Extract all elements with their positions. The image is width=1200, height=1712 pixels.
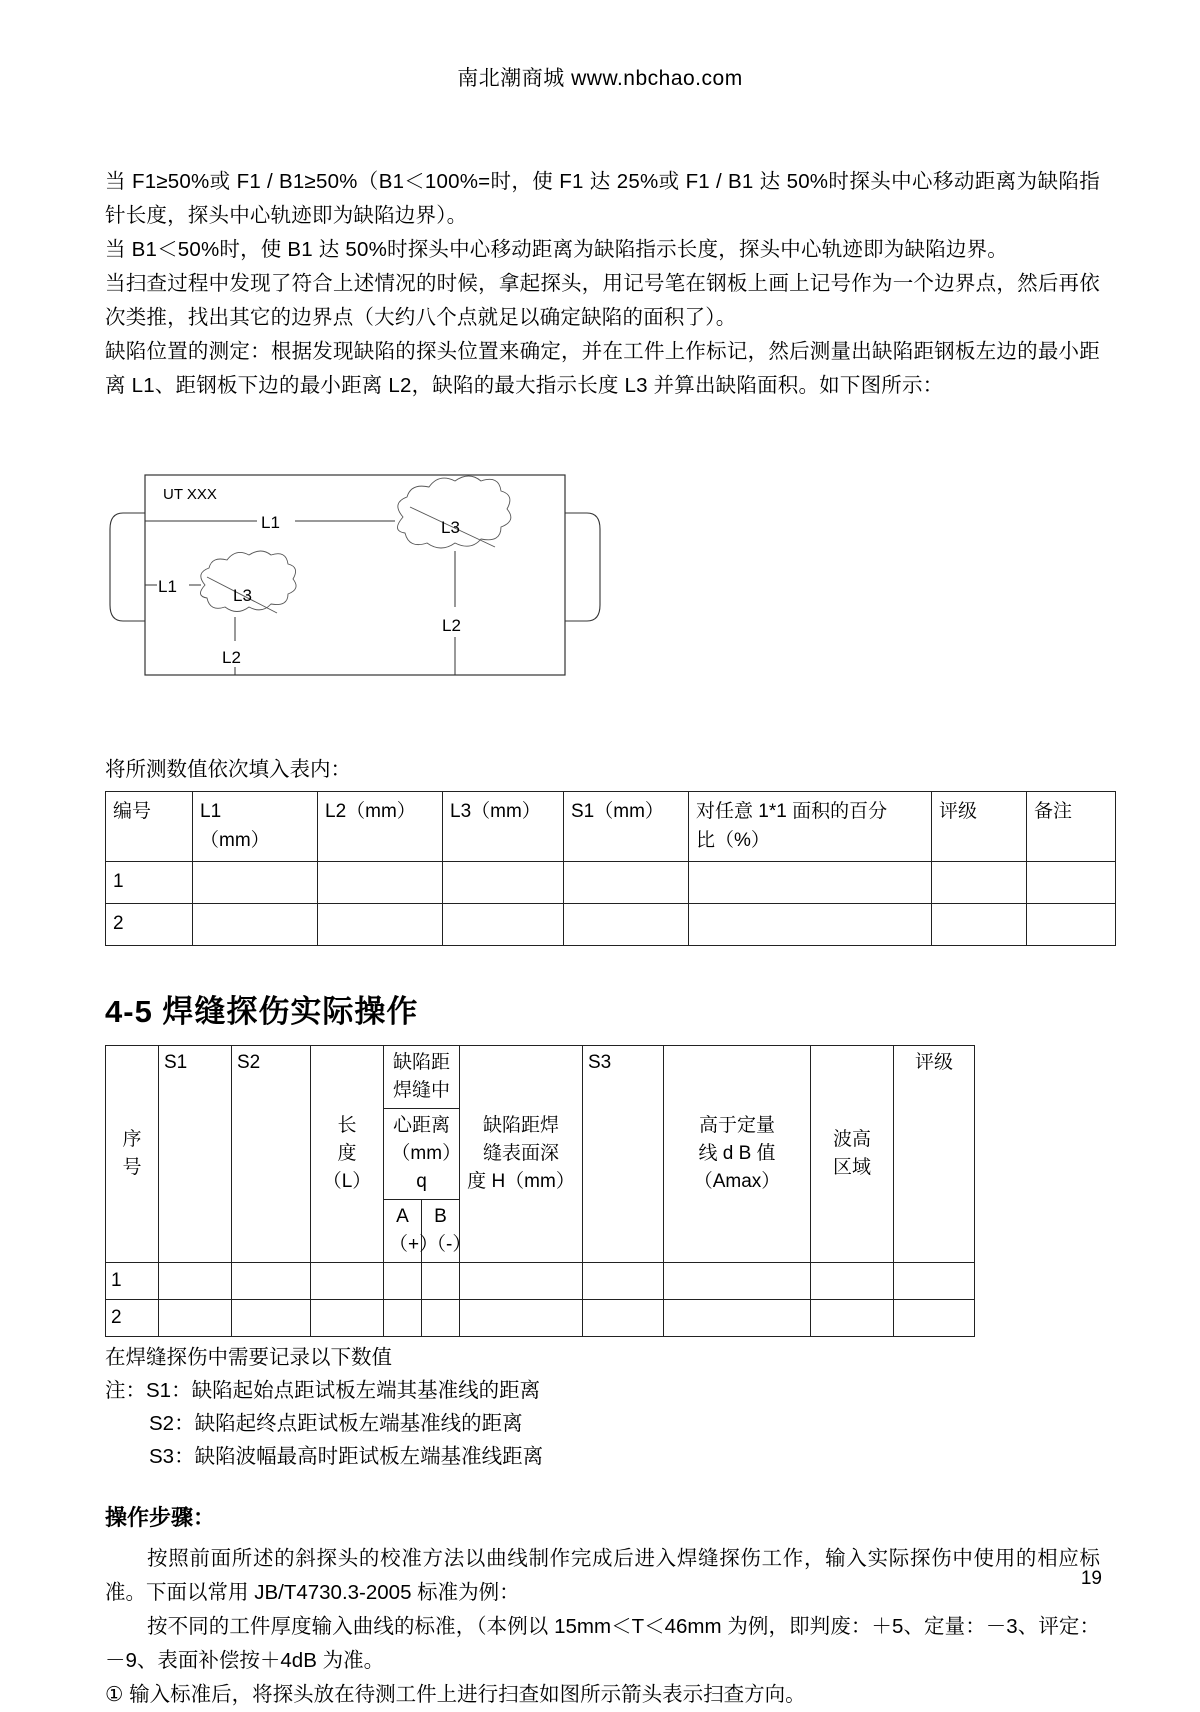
cell-percent[interactable] [689,904,932,946]
table-row [106,862,1116,904]
step-paragraph-2: 按不同的工件厚度输入曲线的标准，（本例以 15mm＜T＜46mm 为例，即判废：＋5、定量：－3、评定：－9、表面补偿按＋4dB 为准。 [105,1615,1100,1672]
cell-grade[interactable] [932,862,1027,904]
defect-location-diagram [105,455,1100,755]
cell-a-plus[interactable] [384,1263,422,1300]
th-depth-line1: 缺陷距焊 [482,1115,559,1136]
th-depth [460,1046,583,1263]
th-length-line3: （L） [322,1171,372,1192]
cell-db[interactable] [664,1263,811,1300]
cell-s2[interactable] [232,1263,311,1300]
th-length-line2: 度 [337,1143,357,1164]
th-db-line2: 线 d B 值 [698,1143,776,1164]
diagram-label-l1-left: L1 [158,577,177,596]
cell-s1[interactable] [564,904,689,946]
plate-right-handle [565,513,600,621]
cell-l1[interactable] [193,904,318,946]
diagram-label-l3-left: L3 [233,586,252,605]
paragraph-1: 当 F1≥50%或 F1 / B1≥50%（B1＜100%=时，使 F1 达 25%或 F1 / B1 达 50%时探头中心移动距离为缺陷指针长度，探头中心轨迹即为缺陷边界）。 [105,170,1100,227]
th-center-distance [384,1046,460,1109]
th-a-plus: A（+） [384,1200,422,1263]
site-watermark-header: 南北潮商城 www.nbchao.com [457,67,743,90]
cell-b-minus[interactable] [422,1300,460,1337]
table-row [106,1300,975,1337]
cell-depth[interactable] [460,1263,583,1300]
cell-l2[interactable] [318,904,443,946]
th-depth-line3: 度 H（mm） [467,1171,575,1192]
cell-remark[interactable] [1027,904,1116,946]
section-heading-4-5: 4-5 焊缝探伤实际操作 [105,994,419,1029]
cell-a-plus[interactable] [384,1300,422,1337]
th-db-line1: 高于定量 [698,1115,775,1136]
cell-b-minus[interactable] [422,1263,460,1300]
cell-no[interactable]: 2 [106,904,193,946]
cell-s1[interactable] [564,862,689,904]
th-s1: S1（mm） [564,792,689,862]
th-percent-line2: 比（%） [696,830,770,851]
th-wave-zone [811,1046,894,1263]
cell-depth[interactable] [460,1300,583,1337]
cell-zone[interactable] [811,1263,894,1300]
table-header-row [106,792,1116,862]
defect-cloud-upper [397,476,510,548]
weld-inspection-table [105,1045,975,1337]
table1-caption: 将所测数值依次填入表内： [105,758,351,781]
th-percent-line1: 对任意 1*1 面积的百分 [696,801,888,822]
th-depth-line2: 缝表面深 [482,1143,559,1164]
th-l1 [193,792,318,862]
th-b-minus: B（-） [422,1200,460,1263]
th-l1-line1: L1 [200,801,222,822]
table-row [106,904,1116,946]
cell-s3[interactable] [583,1263,664,1300]
th-length [311,1046,384,1263]
th-center-distance-unit [384,1109,460,1200]
operation-steps-heading: 操作步骤： [105,1505,216,1530]
th-remark: 备注 [1027,792,1116,862]
th-l1-line2: （mm） [200,830,270,851]
cell-length[interactable] [311,1263,384,1300]
diagram-label-l2-bottom: L2 [222,648,241,667]
note-s3: S3：缺陷波幅最高时距试板左端基准线距离 [149,1445,544,1468]
th-l3: L3（mm） [443,792,564,862]
paragraph-4: 缺陷位置的测定：根据发现缺陷的探头位置来确定，并在工件上作标记，然后测量出缺陷距钢板左边的最小距离 L1、距钢板下边的最小距离 L2，缺陷的最大指示长度 L3 并算出缺陷面积。如下图所示： [105,340,1100,397]
paragraph-2: 当 B1＜50%时，使 B1 达 50%时探头中心移动距离为缺陷指示长度，探头中心轨迹即为缺陷边界。 [105,238,1008,261]
table-row [106,1263,975,1300]
cell-grade[interactable] [894,1263,975,1300]
cell-s1[interactable] [159,1263,232,1300]
cell-no[interactable]: 1 [106,862,193,904]
diagram-label-l3-top: L3 [441,518,460,537]
cell-s2[interactable] [232,1300,311,1337]
note-s2: S2：缺陷起终点距试板左端基准线的距离 [149,1412,523,1435]
diagram-title: UT XXX [163,486,217,503]
table-header-row-1 [106,1046,975,1109]
cell-seq[interactable]: 1 [106,1263,159,1300]
cell-length[interactable] [311,1300,384,1337]
page-number: 19 [1080,1568,1102,1589]
cell-l3[interactable] [443,904,564,946]
cell-zone[interactable] [811,1300,894,1337]
th-seq-line1: 序 [122,1129,142,1150]
notes-intro: 在焊缝探伤中需要记录以下数值 [105,1346,392,1369]
th-zone-line2: 区域 [832,1157,871,1178]
th-seq [106,1046,159,1263]
cell-s3[interactable] [583,1300,664,1337]
th-s3: S3 [583,1046,664,1263]
th-grade: 评级 [932,792,1027,862]
th-l2: L2（mm） [318,792,443,862]
note-s1: 注：S1：缺陷起始点距试板左端其基准线的距离 [105,1379,541,1402]
th-seq-line2: 号 [122,1157,142,1178]
diagram-label-l1-top: L1 [261,513,280,532]
th-zone-line1: 波高 [832,1129,871,1150]
th-grade: 评级 [894,1046,975,1263]
cell-seq[interactable]: 2 [106,1300,159,1337]
step-paragraph-1: 按照前面所述的斜探头的校准方法以曲线制作完成后进入焊缝探伤工作，输入实际探伤中使用的相应标准。下面以常用 JB/T4730.3-2005 标准为例： [105,1547,1100,1604]
th-db-value [664,1046,811,1263]
cell-percent[interactable] [689,862,932,904]
th-center-line1: 缺陷距焊缝中 [392,1052,450,1101]
th-s2: S2 [232,1046,311,1263]
cell-db[interactable] [664,1300,811,1337]
cell-grade[interactable] [932,904,1027,946]
plate-left-handle [110,513,145,621]
th-s1: S1 [159,1046,232,1263]
paragraph-group [105,165,1100,403]
paragraph-3: 当扫查过程中发现了符合上述情况的时候，拿起探头，用记号笔在钢板上画上记号作为一个边界点，然后再依次类推，找出其它的边界点（大约八个点就足以确定缺陷的面积了）。 [105,272,1100,329]
th-center-line2: 心距离（mm）q [391,1115,452,1192]
cell-l3[interactable] [443,862,564,904]
cell-s1[interactable] [159,1300,232,1337]
th-percent-area [689,792,932,862]
th-no: 编号 [106,792,193,862]
document-body [105,165,1100,1712]
cell-l2[interactable] [318,862,443,904]
defect-measurement-table [105,791,1116,946]
th-length-line1: 长 [337,1115,357,1136]
cell-l1[interactable] [193,862,318,904]
cell-remark[interactable] [1027,862,1116,904]
step-paragraph-3: ① 输入标准后，将探头放在待测工件上进行扫查如图所示箭头表示扫查方向。 [105,1683,806,1706]
cell-grade[interactable] [894,1300,975,1337]
th-db-line3: （Amax） [693,1171,781,1192]
diagram-label-l2-right: L2 [442,616,461,635]
